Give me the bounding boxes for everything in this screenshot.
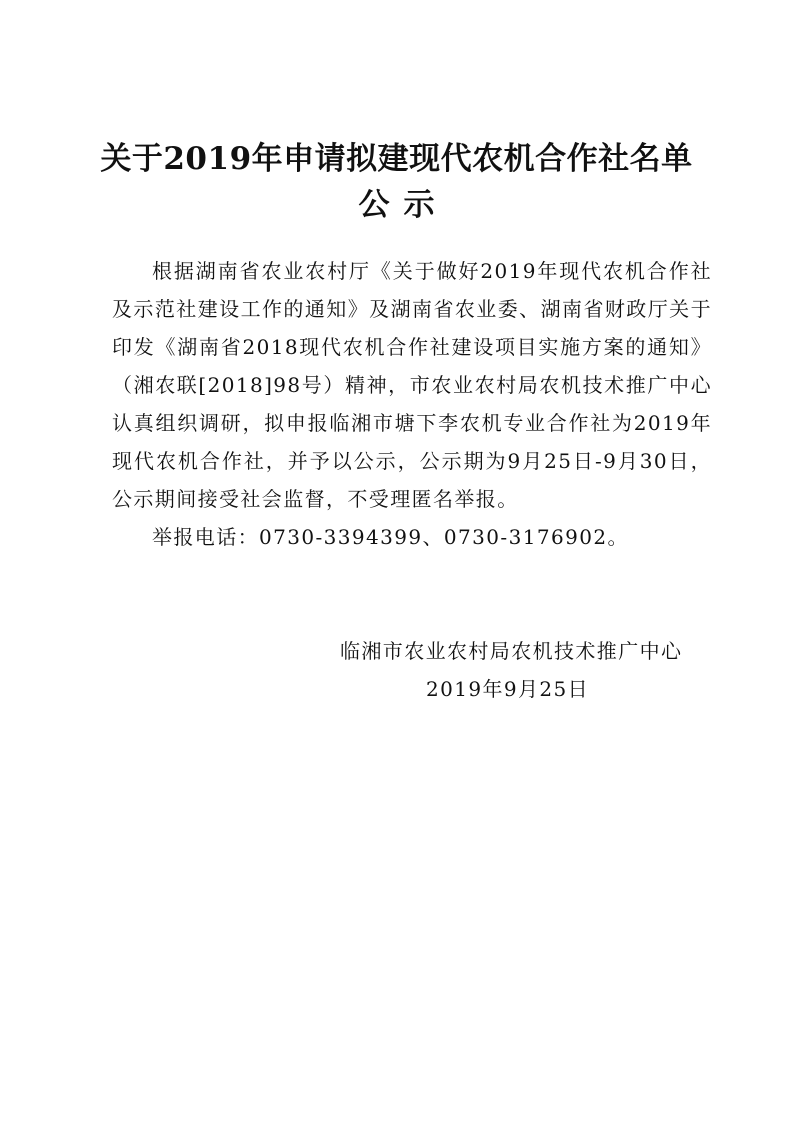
report-phone-paragraph: 举报电话：0730-3394399、0730-3176902。 (152, 525, 629, 549)
document-body (112, 252, 712, 556)
signature-block (340, 632, 700, 708)
document-title: 关于2019年申请拟建现代农机合作社名单 (100, 141, 693, 177)
signature-date: 2019年9月25日 (426, 677, 590, 701)
title-block (0, 140, 793, 224)
document-subtitle: 公示 (358, 187, 449, 223)
notice-paragraph: 根据湖南省农业农村厅《关于做好2019年现代农机合作社及示范社建设工作的通知》及湖南省农业委、湖南省财政厅关于印发《湖南省2018现代农机合作社建设项目实施方案的通知》（湘农联[2018]98号）精神，市农业农村局农机技术推广中心认真组织调研，拟申报临湘市塘下李农机专业合作社为2019年现代农机合作社，并予以公示，公示期为9月25日-9月30日，公示期间接受社会监督，不受理匿名举报。 (112, 259, 712, 511)
signature-organization: 临湘市农业农村局农机技术推广中心 (340, 639, 683, 663)
